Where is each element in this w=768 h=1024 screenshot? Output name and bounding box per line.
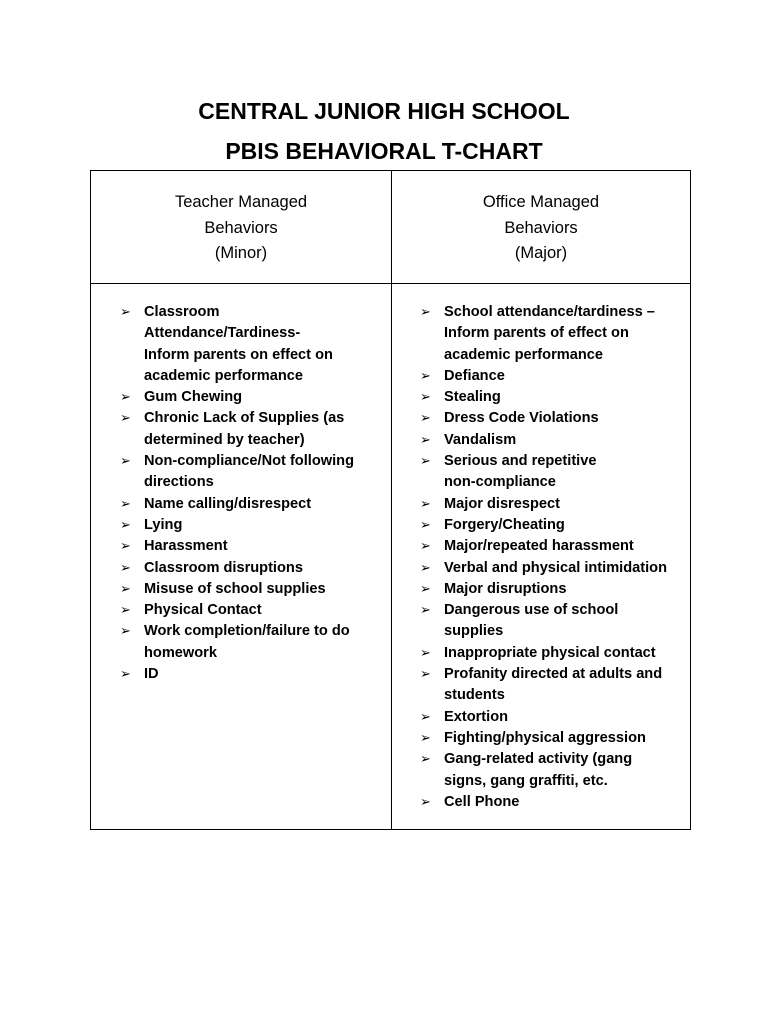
list-item [420,643,690,664]
list-item-text: Stealing [444,389,501,406]
arrow-bullet-icon: ➢ [120,624,131,640]
arrow-bullet-icon: ➢ [420,667,431,683]
list-item [120,387,390,408]
list-item-text: Non-compliance/Not following [144,453,354,470]
heading-line: (Minor) [214,244,268,262]
office-managed-heading [391,190,691,267]
list-item [120,600,390,621]
heading-line: Teacher Managed [174,193,308,211]
arrow-bullet-icon: ➢ [120,667,131,683]
list-item [420,728,690,749]
list-item [120,451,390,494]
arrow-bullet-icon: ➢ [420,794,431,810]
list-item-text: Defiance [444,367,505,384]
list-item [120,664,390,685]
list-item-text: Lying [144,516,183,533]
list-item [420,536,690,557]
teacher-managed-heading [91,190,391,267]
arrow-bullet-icon: ➢ [420,560,431,576]
column-divider [391,171,392,829]
list-item-text: Attendance/Tardiness- [144,325,301,342]
list-item-text: School attendance/tardiness – [444,304,655,320]
list-item-text: Cell Phone [444,793,520,810]
list-item-text: Chronic Lack of Supplies (as [144,410,345,427]
arrow-bullet-icon: ➢ [420,432,431,448]
list-item-text: signs, gang graffiti, etc. [444,772,608,789]
list-item-text: non-compliance [444,474,556,491]
arrow-bullet-icon: ➢ [120,517,131,533]
list-item-text: Major disrespect [444,495,560,512]
list-item-text: Major/repeated harassment [444,538,634,555]
list-item-text: Serious and repetitive [444,453,597,470]
list-item [420,408,690,429]
arrow-bullet-icon: ➢ [420,411,431,427]
arrow-bullet-icon: ➢ [120,454,131,470]
list-item-text: students [444,687,505,704]
arrow-bullet-icon: ➢ [120,305,131,320]
list-item [120,494,390,515]
arrow-bullet-icon: ➢ [120,560,131,576]
arrow-bullet-icon: ➢ [120,390,131,406]
list-item [120,621,390,664]
list-item [420,430,690,451]
arrow-bullet-icon: ➢ [120,539,131,555]
list-item-text: Forgery/Cheating [444,516,565,533]
arrow-bullet-icon: ➢ [420,709,431,725]
arrow-bullet-icon: ➢ [120,603,131,619]
arrow-bullet-icon: ➢ [120,411,131,427]
arrow-bullet-icon: ➢ [420,454,431,470]
list-item-text: Extortion [444,708,509,725]
list-item-text: Profanity directed at adults and [444,666,663,683]
list-item-text: Inform parents on effect on [144,346,333,363]
arrow-bullet-icon: ➢ [420,645,431,661]
list-item-text: Name calling/disrespect [144,495,312,512]
list-item-text: Fighting/physical aggression [444,729,646,746]
list-item-text: Classroom disruptions [144,559,303,576]
list-item-text: academic performance [444,346,603,363]
heading-line: Behaviors [204,218,278,237]
page-subtitle: PBIS BEHAVIORAL T-CHART [225,138,543,164]
list-item-text: Misuse of school supplies [144,580,326,597]
list-item [120,558,390,579]
page-title: CENTRAL JUNIOR HIGH SCHOOL [198,98,570,124]
arrow-bullet-icon: ➢ [120,581,131,597]
list-item-text: homework [144,644,217,661]
list-item-text: Verbal and physical intimidation [444,559,668,576]
list-item-text: academic performance [144,367,303,384]
office-managed-list [420,302,690,813]
list-item-text: Dress Code Violations [444,410,599,427]
list-item-text: Gang-related activity (gang [444,751,633,768]
list-item [420,664,690,707]
list-item-text: Inform parents of effect on [444,325,629,342]
list-item [420,579,690,600]
list-item [120,408,390,451]
list-item-text: Dangerous use of school [444,602,619,619]
list-item-text: Harassment [144,538,228,555]
list-item [420,707,690,728]
list-item [420,366,690,387]
arrow-bullet-icon: ➢ [420,390,431,406]
arrow-bullet-icon: ➢ [420,539,431,555]
list-item-text: Gum Chewing [144,389,243,406]
header-divider [91,283,690,284]
heading-line: (Major) [514,244,568,262]
heading-line: Office Managed [482,193,600,211]
list-item [120,302,390,387]
list-item [120,536,390,557]
list-item [420,387,690,408]
list-item-text: Classroom [144,304,220,320]
list-item [420,515,690,536]
list-item-text: Major disruptions [444,580,567,597]
teacher-managed-list [120,302,390,685]
heading-line: Behaviors [504,218,578,237]
list-item [420,749,690,792]
list-item-text: ID [144,666,159,683]
list-item-text: Work completion/failure to do [144,623,350,640]
arrow-bullet-icon: ➢ [420,752,431,768]
arrow-bullet-icon: ➢ [420,581,431,597]
list-item [420,302,690,366]
t-chart-table [90,170,691,830]
list-item [420,600,690,643]
list-item [120,579,390,600]
list-item-text: Inappropriate physical contact [444,644,656,661]
arrow-bullet-icon: ➢ [420,368,431,384]
arrow-bullet-icon: ➢ [420,305,431,320]
arrow-bullet-icon: ➢ [420,603,431,619]
arrow-bullet-icon: ➢ [420,730,431,746]
list-item-text: supplies [444,623,504,640]
list-item-text: Physical Contact [144,602,262,619]
list-item [420,792,690,813]
list-item [120,515,390,536]
list-item-text: directions [144,474,214,491]
list-item-text: determined by teacher) [144,431,305,448]
list-item [420,494,690,515]
arrow-bullet-icon: ➢ [420,496,431,512]
arrow-bullet-icon: ➢ [420,517,431,533]
list-item [420,451,690,494]
arrow-bullet-icon: ➢ [120,496,131,512]
list-item-text: Vandalism [444,431,517,448]
list-item [420,558,690,579]
